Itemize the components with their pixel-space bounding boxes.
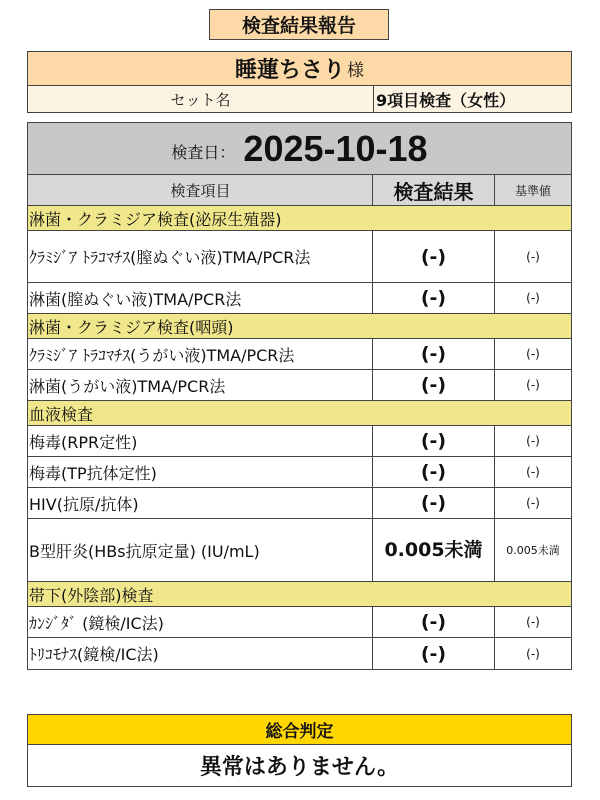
table-row [28,283,571,314]
item-name: 梅毒(RPR定性) [28,426,373,456]
item-result: (-) [373,607,495,637]
item-name: 梅毒(TP抗体定性) [28,457,373,487]
table-row [28,638,571,669]
item-name: ｸﾗﾐｼﾞｱ ﾄﾗｺﾏﾁｽ(膣ぬぐい液)TMA/PCR法 [28,231,373,282]
item-reference: 0.005未満 [506,544,560,557]
category-row: 血液検査 [28,401,571,426]
item-name: 淋菌(うがい液)TMA/PCR法 [28,370,373,400]
item-result: (-) [373,370,495,400]
item-result: (-) [373,488,495,518]
item-reference: (-) [526,291,540,305]
set-row [28,86,571,112]
item-reference: (-) [526,378,540,392]
item-reference: (-) [526,615,540,629]
item-name: ｸﾗﾐｼﾞｱ ﾄﾗｺﾏﾁｽ(うがい液)TMA/PCR法 [28,339,373,369]
category-row: 淋菌・クラミジア検査(泌尿生殖器) [28,206,571,231]
category-row: 淋菌・クラミジア検査(咽頭) [28,314,571,339]
column-header-reference: 基準値 [514,183,551,198]
item-result: (-) [373,283,495,313]
table-row [28,426,571,457]
item-reference: (-) [526,434,540,448]
results-table [27,122,572,670]
item-name: 淋菌(膣ぬぐい液)TMA/PCR法 [28,283,373,313]
item-reference: (-) [526,646,540,661]
exam-date-value: 2025-10-18 [243,127,428,169]
exam-date-row [28,123,571,175]
item-name: B型肝炎(HBs抗原定量) (IU/mL) [28,519,373,581]
report-title: 検査結果報告 [209,9,389,40]
item-name: ﾄﾘｺﾓﾅｽ(鏡検/IC法) [28,638,373,669]
item-reference: (-) [526,496,540,510]
set-value: 9項目検査（女性） [376,90,516,110]
item-result: (-) [373,339,495,369]
item-result: (-) [373,426,495,456]
patient-name: 睡蓮ちさり [234,58,345,83]
overall-judgement [27,714,572,787]
table-row [28,519,571,582]
table-row [28,488,571,519]
item-result: 0.005未満 [373,519,495,581]
table-row [28,339,571,370]
item-result: (-) [373,638,495,669]
table-row [28,457,571,488]
patient-honorific: 様 [347,61,364,81]
item-reference: (-) [526,465,540,479]
table-row [28,607,571,638]
column-header-result: 検査結果 [373,175,495,205]
item-name: HIV(抗原/抗体) [28,488,373,518]
table-row [28,370,571,401]
patient-info-table [27,51,572,113]
table-row [28,231,571,283]
item-reference: (-) [526,347,540,361]
item-name: ｶﾝｼﾞﾀﾞ (鏡検/IC法) [28,607,373,637]
category-row: 帯下(外陰部)検査 [28,582,571,607]
set-label: セット名 [28,86,374,112]
patient-name-row [28,52,571,86]
column-header-row [28,175,571,206]
column-header-item: 検査項目 [28,175,373,205]
item-reference: (-) [526,249,540,264]
judgement-value: 異常はありません。 [28,745,571,786]
item-result: (-) [373,231,495,282]
item-result: (-) [373,457,495,487]
exam-date-label: 検査日： [171,143,236,162]
judgement-label: 総合判定 [28,715,571,745]
